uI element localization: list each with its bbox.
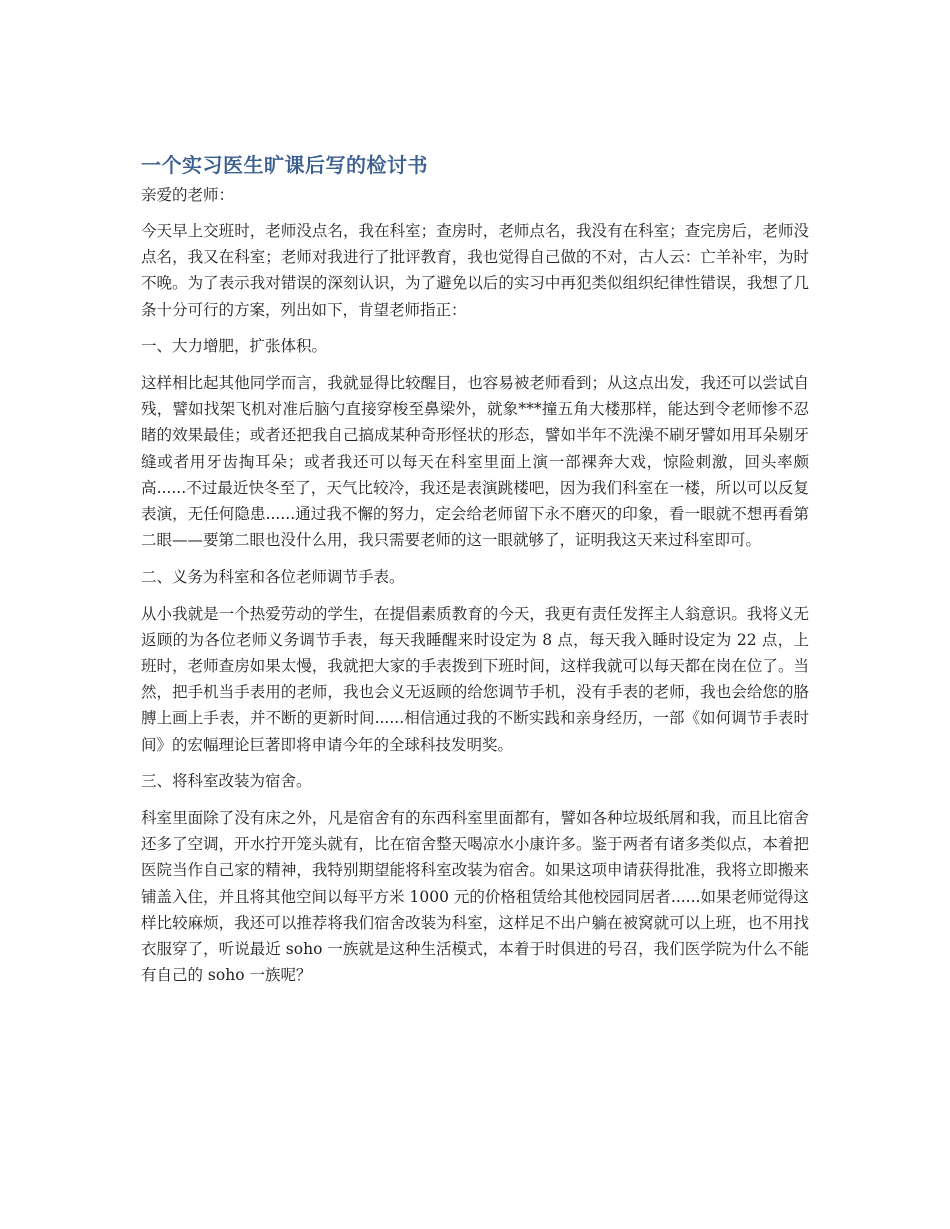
section-heading-1: 一、大力增肥，扩张体积。 bbox=[141, 337, 328, 356]
section-body-2: 从小我就是一个热爱劳动的学生，在提倡素质教育的今天，我更有责任发挥主人翁意识。我将义无返顾的为各位老师义务调节手表，每天我睡醒来时设定为 8 点，每天我入睡时设定为 22 点，上班时，老师查房如果太慢，我就把大家的手表拨到下班时间，这样我就可以每天都在岗在位了。当然，把手机当手表用的老师，我也会义无返顾的给您调节手机，没有手表的老师，我也会给您的胳膊上画上手表，并不断的更新时间......相信通过我的不断实践和亲身经历，一部《如何调节手表时间》的宏幅理论巨著即将申请今年的全球科技发明奖。 bbox=[141, 604, 809, 754]
document-title: 一个实习医生旷课后写的检讨书 bbox=[141, 153, 428, 177]
greeting: 亲爱的老师： bbox=[141, 186, 235, 204]
section-heading-2: 二、义务为科室和各位老师调节手表。 bbox=[141, 567, 405, 586]
intro-paragraph: 今天早上交班时，老师没点名，我在科室；查房时，老师点名，我没有在科室；查完房后，老师没点名，我又在科室；老师对我进行了批评教育，我也觉得自己做的不对，古人云：亡羊补牢，为时不晚。为了表示我对错误的深刻认识，为了避免以后的实习中再犯类似组织纪律性错误，我想了几条十分可行的方案，列出如下，肯望老师指正： bbox=[141, 222, 809, 319]
document-page bbox=[141, 148, 809, 999]
section-body-1: 这样相比起其他同学而言，我就显得比较醒目，也容易被老师看到；从这点出发，我还可以尝试自残，譬如找架飞机对准后脑勺直接穿梭至鼻梁外，就象***撞五角大楼那样，能达到令老师惨不忍睹的效果最佳；或者还把我自己搞成某种奇形怪状的形态，譬如半年不洗澡不刷牙譬如用耳朵剔牙缝或者用牙齿掏耳朵；或者我还可以每天在科室里面上演一部裸奔大戏，惊险刺激，回头率颇高......不过最近快冬至了，天气比较冷，我还是表演跳楼吧，因为我们科室在一楼，所以可以反复表演，无任何隐患......通过我不懈的努力，定会给老师留下永不磨灭的印象，看一眼就不想再看第二眼——要第二眼也没什么用，我只需要老师的这一眼就够了，证明我这天来过科室即可。 bbox=[141, 374, 809, 550]
section-body-3: 科室里面除了没有床之外，凡是宿舍有的东西科室里面都有，譬如各种垃圾纸屑和我，而且比宿舍还多了空调，开水拧开笼头就有，比在宿舍整天喝凉水小康许多。鉴于两者有诸多类似点，本着把医院当作自己家的精神，我特别期望能将科室改装为宿舍。如果这项申请获得批准，我将立即搬来铺盖入住，并且将其他空间以每平方米 1000 元的价格租赁给其他校园同居者......如果老师觉得这样比较麻烦，我还可以推荐将我们宿舍改装为科室，这样足不出户躺在被窝就可以上班，也不用找衣服穿了，听说最近 soho 一族就是这种生活模式，本着于时俱进的号召，我们医学院为什么不能有自己的 soho 一族呢？ bbox=[141, 809, 809, 985]
section-heading-3: 三、将科室改装为宿舍。 bbox=[141, 772, 312, 791]
